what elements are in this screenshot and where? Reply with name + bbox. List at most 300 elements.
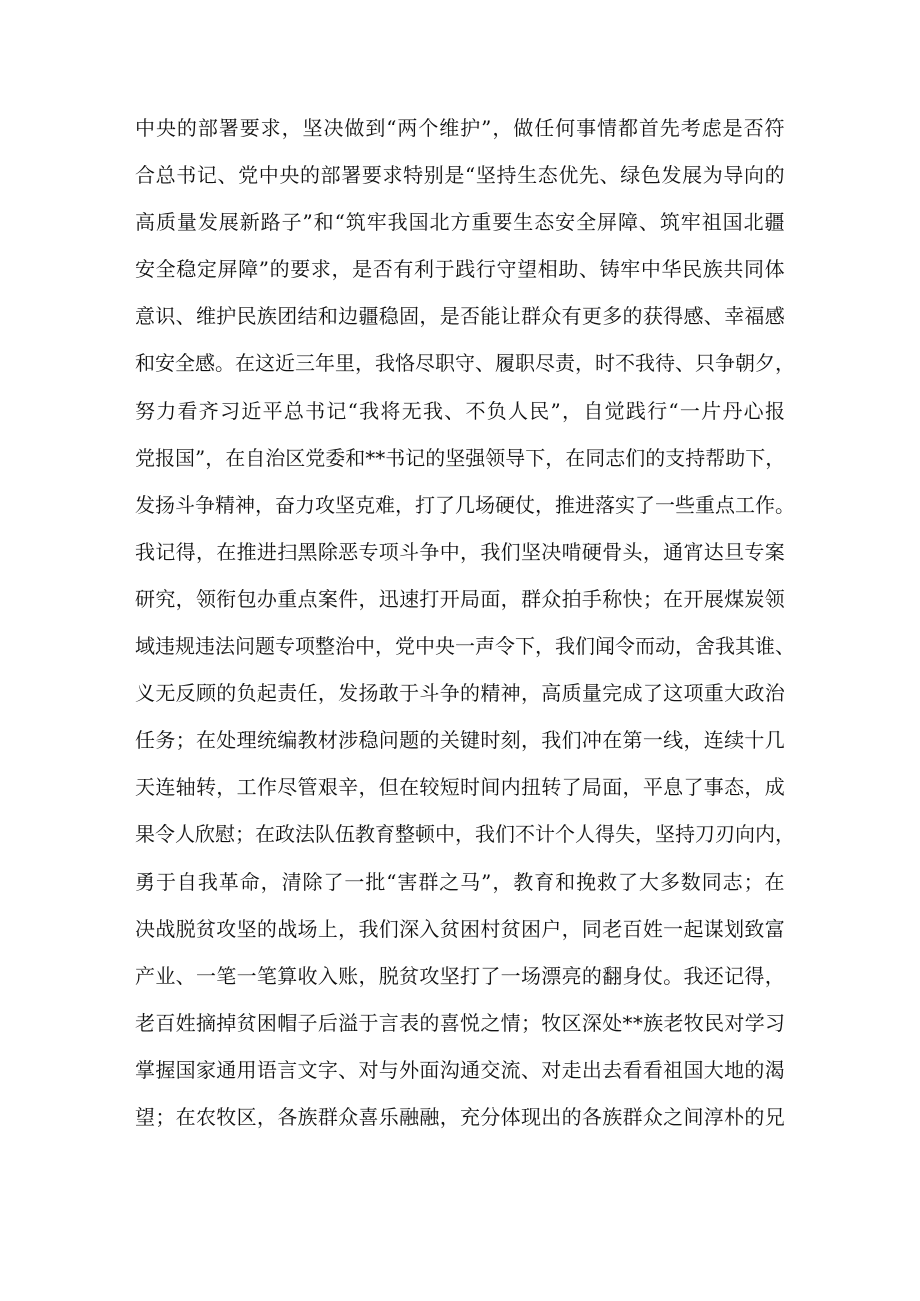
char: 硬 bbox=[495, 492, 515, 517]
char: 践 bbox=[625, 398, 646, 423]
char: 点 bbox=[715, 492, 735, 517]
char: 斗 bbox=[419, 681, 440, 706]
document-body bbox=[135, 113, 795, 1149]
char: ， bbox=[338, 916, 359, 941]
char: 伍 bbox=[335, 822, 355, 847]
char: 顿 bbox=[415, 822, 435, 847]
char: 牢 bbox=[680, 210, 701, 235]
char: 先 bbox=[659, 116, 680, 140]
text-line bbox=[135, 678, 785, 725]
char: 贫 bbox=[500, 916, 521, 941]
char: 艰 bbox=[317, 775, 338, 800]
char: 志 bbox=[722, 869, 743, 894]
char: 旦 bbox=[724, 539, 745, 564]
char: 声 bbox=[475, 634, 495, 659]
char: 责 bbox=[277, 681, 298, 706]
char: 案 bbox=[764, 539, 785, 564]
char: 朝 bbox=[735, 351, 755, 376]
char: 了 bbox=[683, 775, 704, 800]
char: 在 bbox=[216, 539, 237, 564]
char: 的 bbox=[176, 116, 197, 140]
text-line bbox=[135, 725, 785, 772]
char: 下 bbox=[745, 445, 766, 470]
char: 障 bbox=[238, 257, 259, 282]
char: 交 bbox=[480, 1057, 501, 1082]
char: 在 bbox=[195, 728, 216, 753]
char: ， bbox=[622, 775, 643, 800]
char: 轴 bbox=[175, 775, 196, 800]
char: 坚 bbox=[475, 163, 496, 188]
char: 决 bbox=[135, 916, 155, 941]
char: 记 bbox=[724, 963, 745, 988]
char: 入 bbox=[317, 963, 338, 988]
char: 职 bbox=[435, 351, 455, 376]
char: 做 bbox=[513, 116, 534, 140]
char: 争 bbox=[419, 539, 440, 564]
char: 近 bbox=[241, 398, 262, 423]
char: 。 bbox=[215, 351, 235, 376]
char: 了 bbox=[323, 869, 344, 894]
char: 党 bbox=[305, 445, 326, 470]
char: 敢 bbox=[378, 681, 399, 706]
char: 称 bbox=[602, 586, 623, 611]
char: 文 bbox=[297, 1057, 318, 1082]
char: 行 bbox=[475, 257, 496, 282]
char: 争 bbox=[195, 492, 215, 517]
char: 我 bbox=[387, 210, 408, 235]
char: 失 bbox=[615, 822, 635, 847]
char: 在 bbox=[764, 869, 785, 894]
char: 办 bbox=[256, 586, 277, 611]
char: 短 bbox=[439, 775, 460, 800]
char: 衔 bbox=[216, 586, 237, 611]
char: ， bbox=[545, 445, 566, 470]
char: 之 bbox=[480, 1010, 501, 1035]
char: 计 bbox=[535, 822, 555, 847]
char: 打 bbox=[419, 586, 440, 611]
char: 党 bbox=[395, 634, 415, 659]
text-line bbox=[135, 396, 785, 443]
char: 否 bbox=[460, 304, 480, 329]
char: 中 bbox=[439, 539, 460, 564]
char: 扫 bbox=[277, 539, 298, 564]
char: 打 bbox=[415, 492, 435, 517]
char: 在 bbox=[565, 445, 586, 470]
char: 央 bbox=[155, 116, 176, 140]
char: ； bbox=[155, 1104, 176, 1129]
char: 恪 bbox=[395, 351, 415, 376]
char: 谋 bbox=[703, 916, 724, 941]
char: 作 bbox=[755, 492, 775, 517]
char: 坚 bbox=[335, 492, 355, 517]
char: 一 bbox=[500, 963, 521, 988]
char: 全 bbox=[175, 351, 195, 376]
char: 决 bbox=[541, 539, 562, 564]
char: 在 bbox=[225, 445, 246, 470]
char: 多 bbox=[659, 869, 680, 894]
char: 产 bbox=[135, 963, 155, 988]
char: 些 bbox=[675, 492, 695, 517]
char: 的 bbox=[460, 681, 480, 706]
char: 我 bbox=[375, 351, 395, 376]
char: 负 bbox=[236, 681, 257, 706]
char: 辛 bbox=[338, 775, 359, 800]
char: ， bbox=[535, 492, 555, 517]
char: 志 bbox=[605, 445, 626, 470]
char: 事 bbox=[703, 775, 724, 800]
char: 走 bbox=[561, 1057, 582, 1082]
char: 责 bbox=[555, 351, 575, 376]
char: 农 bbox=[195, 1104, 216, 1129]
char: 片 bbox=[701, 398, 722, 423]
char: 十 bbox=[744, 728, 765, 753]
char: 们 bbox=[575, 634, 595, 659]
char: 、 bbox=[520, 1057, 541, 1082]
char: 量 bbox=[581, 681, 602, 706]
char: 数 bbox=[680, 869, 701, 894]
char: 能 bbox=[480, 304, 501, 329]
char: 努 bbox=[135, 398, 155, 423]
char: 包 bbox=[236, 586, 257, 611]
char: 收 bbox=[297, 963, 318, 988]
char: 专 bbox=[358, 539, 379, 564]
char: 翻 bbox=[602, 963, 623, 988]
char: 学 bbox=[744, 1010, 765, 1035]
char: 面 bbox=[419, 1057, 440, 1082]
char: 项 bbox=[295, 634, 315, 659]
char: 违 bbox=[195, 634, 215, 659]
char: 场 bbox=[297, 916, 318, 941]
char: 否 bbox=[743, 116, 764, 140]
char: * bbox=[622, 1010, 633, 1035]
char: 中 bbox=[435, 822, 455, 847]
char: ， bbox=[642, 539, 663, 564]
char: 场 bbox=[520, 963, 541, 988]
char: 扬 bbox=[155, 492, 175, 517]
text-line bbox=[135, 160, 785, 207]
char: 和 bbox=[555, 869, 576, 894]
char: 地 bbox=[724, 1057, 745, 1082]
text-line bbox=[135, 631, 795, 678]
char: 乐 bbox=[378, 1104, 399, 1129]
char: 帮 bbox=[705, 445, 726, 470]
char: 都 bbox=[617, 116, 638, 140]
char: 只 bbox=[695, 351, 715, 376]
char: 、 bbox=[775, 634, 795, 659]
char: 求 bbox=[260, 116, 281, 140]
char: 履 bbox=[495, 351, 515, 376]
char: 清 bbox=[281, 869, 302, 894]
char: 渴 bbox=[764, 1057, 785, 1082]
char: 得 bbox=[744, 963, 765, 988]
char: 职 bbox=[515, 351, 535, 376]
char: 、 bbox=[675, 351, 695, 376]
char: 笔 bbox=[216, 963, 237, 988]
char: ， bbox=[492, 869, 513, 894]
char: 看 bbox=[622, 1057, 643, 1082]
char: 感 bbox=[195, 351, 215, 376]
char: 族 bbox=[602, 1104, 623, 1129]
char: 众 bbox=[338, 1104, 359, 1129]
char: 脱 bbox=[175, 916, 196, 941]
char: 其 bbox=[735, 634, 755, 659]
char: 感 bbox=[764, 304, 785, 329]
char: 语 bbox=[256, 1057, 277, 1082]
char: 展 bbox=[703, 586, 724, 611]
char: 了 bbox=[435, 492, 455, 517]
text-line bbox=[135, 113, 785, 160]
char: 溢 bbox=[338, 1010, 359, 1035]
char: 扬 bbox=[358, 681, 379, 706]
char: 政 bbox=[744, 681, 765, 706]
char: 面 bbox=[602, 775, 623, 800]
char: 开 bbox=[683, 586, 704, 611]
char: 了 bbox=[635, 492, 655, 517]
char: 的 bbox=[256, 916, 277, 941]
char: 革 bbox=[218, 869, 239, 894]
char: 任 bbox=[534, 116, 555, 140]
char: 重 bbox=[277, 586, 298, 611]
char: 望 bbox=[135, 1104, 155, 1129]
char: 支 bbox=[665, 445, 686, 470]
char: 向 bbox=[735, 822, 755, 847]
char: 项 bbox=[378, 539, 399, 564]
char: ， bbox=[216, 775, 237, 800]
char: 记 bbox=[196, 163, 217, 188]
char: 贫 bbox=[439, 916, 460, 941]
text-line bbox=[135, 301, 785, 348]
char: 作 bbox=[256, 775, 277, 800]
char: 困 bbox=[520, 916, 541, 941]
char: 坚 bbox=[655, 822, 675, 847]
char: 内 bbox=[500, 775, 521, 800]
char: 族 bbox=[702, 257, 723, 282]
char: 牧 bbox=[683, 1010, 704, 1035]
char: 顾 bbox=[195, 681, 216, 706]
char: 息 bbox=[663, 775, 684, 800]
char: ； bbox=[642, 586, 663, 611]
char: 同 bbox=[581, 916, 602, 941]
char: 区 bbox=[285, 445, 306, 470]
text-line bbox=[135, 961, 785, 1008]
char: 助 bbox=[725, 445, 746, 470]
char: 子 bbox=[297, 1010, 318, 1035]
char: 政 bbox=[275, 822, 295, 847]
char: 推 bbox=[236, 539, 257, 564]
char: 中 bbox=[415, 634, 435, 659]
char: 铸 bbox=[599, 257, 620, 282]
char: 拍 bbox=[561, 586, 582, 611]
char: 于 bbox=[434, 257, 455, 282]
char: 领 bbox=[485, 445, 506, 470]
char: 助 bbox=[558, 257, 579, 282]
char: 一 bbox=[195, 963, 216, 988]
char: 的 bbox=[216, 681, 237, 706]
char: 在 bbox=[602, 728, 623, 753]
char: 近 bbox=[275, 351, 295, 376]
char: 斗 bbox=[175, 492, 195, 517]
char: 我 bbox=[422, 398, 443, 423]
char: 工 bbox=[236, 775, 257, 800]
char: 和 bbox=[345, 445, 366, 470]
char: 一 bbox=[236, 963, 257, 988]
char: 但 bbox=[378, 775, 399, 800]
char: 力 bbox=[295, 492, 315, 517]
char: 治 bbox=[764, 681, 785, 706]
char: 疆 bbox=[358, 304, 379, 329]
char: ， bbox=[500, 586, 521, 611]
char: 有 bbox=[393, 257, 414, 282]
char: 的 bbox=[269, 257, 290, 282]
char: 法 bbox=[295, 822, 315, 847]
char: 屏 bbox=[217, 257, 238, 282]
char: 攻 bbox=[419, 963, 440, 988]
char: 摘 bbox=[195, 1010, 216, 1035]
char: 兄 bbox=[764, 1104, 785, 1129]
char: ， bbox=[492, 116, 513, 140]
char: * bbox=[632, 1010, 643, 1035]
char: 煤 bbox=[724, 586, 745, 611]
char: 之 bbox=[663, 1104, 684, 1129]
text-line bbox=[135, 207, 785, 254]
char: 除 bbox=[317, 539, 338, 564]
char: 民 bbox=[704, 1010, 725, 1035]
char: 究 bbox=[155, 586, 176, 611]
char: 手 bbox=[581, 586, 602, 611]
char: 我 bbox=[541, 728, 562, 753]
char: 在 bbox=[663, 586, 684, 611]
char: 转 bbox=[541, 775, 562, 800]
char: 战 bbox=[277, 916, 298, 941]
char: 众 bbox=[642, 1104, 663, 1129]
char: 先 bbox=[578, 163, 599, 188]
char: 民 bbox=[236, 304, 257, 329]
char: 这 bbox=[663, 681, 684, 706]
char: 一 bbox=[455, 634, 475, 659]
char: 令 bbox=[155, 822, 175, 847]
char: 困 bbox=[256, 1010, 277, 1035]
char: 大 bbox=[724, 681, 745, 706]
char: 成 bbox=[764, 775, 785, 800]
char: 亮 bbox=[561, 963, 582, 988]
char: 几 bbox=[455, 492, 475, 517]
char: 要 bbox=[290, 257, 311, 282]
text-line bbox=[135, 867, 785, 914]
char: 起 bbox=[683, 916, 704, 941]
char: “ bbox=[465, 163, 476, 188]
char: 朴 bbox=[724, 1104, 745, 1129]
char: 炭 bbox=[744, 586, 765, 611]
char: 件 bbox=[338, 586, 359, 611]
char: 向 bbox=[743, 163, 764, 188]
char: 入 bbox=[419, 916, 440, 941]
char: 总 bbox=[155, 163, 176, 188]
char: 总 bbox=[283, 398, 304, 423]
char: 脱 bbox=[378, 963, 399, 988]
char: 守 bbox=[455, 351, 475, 376]
char: 下 bbox=[525, 445, 546, 470]
char: ， bbox=[775, 822, 795, 847]
char: 首 bbox=[638, 116, 659, 140]
char: 题 bbox=[255, 634, 275, 659]
char: 同 bbox=[743, 257, 764, 282]
char: 速 bbox=[399, 586, 420, 611]
char: 处 bbox=[602, 1010, 623, 1035]
char: 刃 bbox=[715, 822, 735, 847]
char: 们 bbox=[625, 445, 646, 470]
char: 看 bbox=[642, 1057, 663, 1082]
char: 的 bbox=[419, 1010, 440, 1035]
char: 为 bbox=[702, 163, 723, 188]
char: 任 bbox=[135, 728, 155, 753]
char: 是 bbox=[439, 304, 460, 329]
char: 习 bbox=[765, 1010, 785, 1035]
char: 全 bbox=[576, 210, 597, 235]
char: 于 bbox=[358, 1010, 379, 1035]
char: 色 bbox=[640, 163, 661, 188]
char: 之 bbox=[439, 869, 460, 894]
char: 言 bbox=[277, 1057, 298, 1082]
char: 于 bbox=[155, 869, 176, 894]
char: 丹 bbox=[722, 398, 743, 423]
char: 稳 bbox=[176, 257, 197, 282]
char: 村 bbox=[480, 916, 501, 941]
char: ， bbox=[683, 728, 704, 753]
char: 是 bbox=[722, 116, 743, 140]
char: 民 bbox=[682, 257, 703, 282]
char: ” bbox=[550, 398, 561, 423]
char: 情 bbox=[500, 1010, 521, 1035]
char: 有 bbox=[561, 304, 582, 329]
char: 深 bbox=[399, 916, 420, 941]
char: 的 bbox=[425, 445, 446, 470]
char: 识 bbox=[155, 304, 176, 329]
char: 对 bbox=[724, 1010, 745, 1035]
char: 持 bbox=[675, 822, 695, 847]
char: 我 bbox=[359, 398, 380, 423]
char: 署 bbox=[341, 163, 362, 188]
char: 固 bbox=[399, 304, 420, 329]
text-line bbox=[135, 914, 785, 961]
char: 材 bbox=[317, 728, 338, 753]
char: 、 bbox=[338, 1057, 359, 1082]
char: 两 bbox=[397, 116, 418, 140]
char: 教 bbox=[297, 728, 318, 753]
char: 我 bbox=[715, 634, 735, 659]
char: 稳 bbox=[358, 728, 379, 753]
char: 还 bbox=[703, 963, 724, 988]
char: 于 bbox=[399, 681, 420, 706]
char: 事 bbox=[576, 116, 597, 140]
char: 规 bbox=[175, 634, 195, 659]
char: 流 bbox=[500, 1057, 521, 1082]
char: 我 bbox=[683, 963, 704, 988]
char: 一 bbox=[663, 916, 684, 941]
char: 充 bbox=[460, 1104, 480, 1129]
char: 我 bbox=[358, 916, 379, 941]
char: 而 bbox=[635, 634, 655, 659]
char: 除 bbox=[302, 869, 323, 894]
char: 虑 bbox=[701, 116, 722, 140]
char: 老 bbox=[135, 1010, 155, 1035]
char: 利 bbox=[413, 257, 434, 282]
char: 同 bbox=[585, 445, 606, 470]
char: 年 bbox=[315, 351, 335, 376]
char: 字 bbox=[317, 1057, 338, 1082]
char: 自 bbox=[245, 445, 266, 470]
char: 专 bbox=[275, 634, 295, 659]
char: 自 bbox=[176, 869, 197, 894]
